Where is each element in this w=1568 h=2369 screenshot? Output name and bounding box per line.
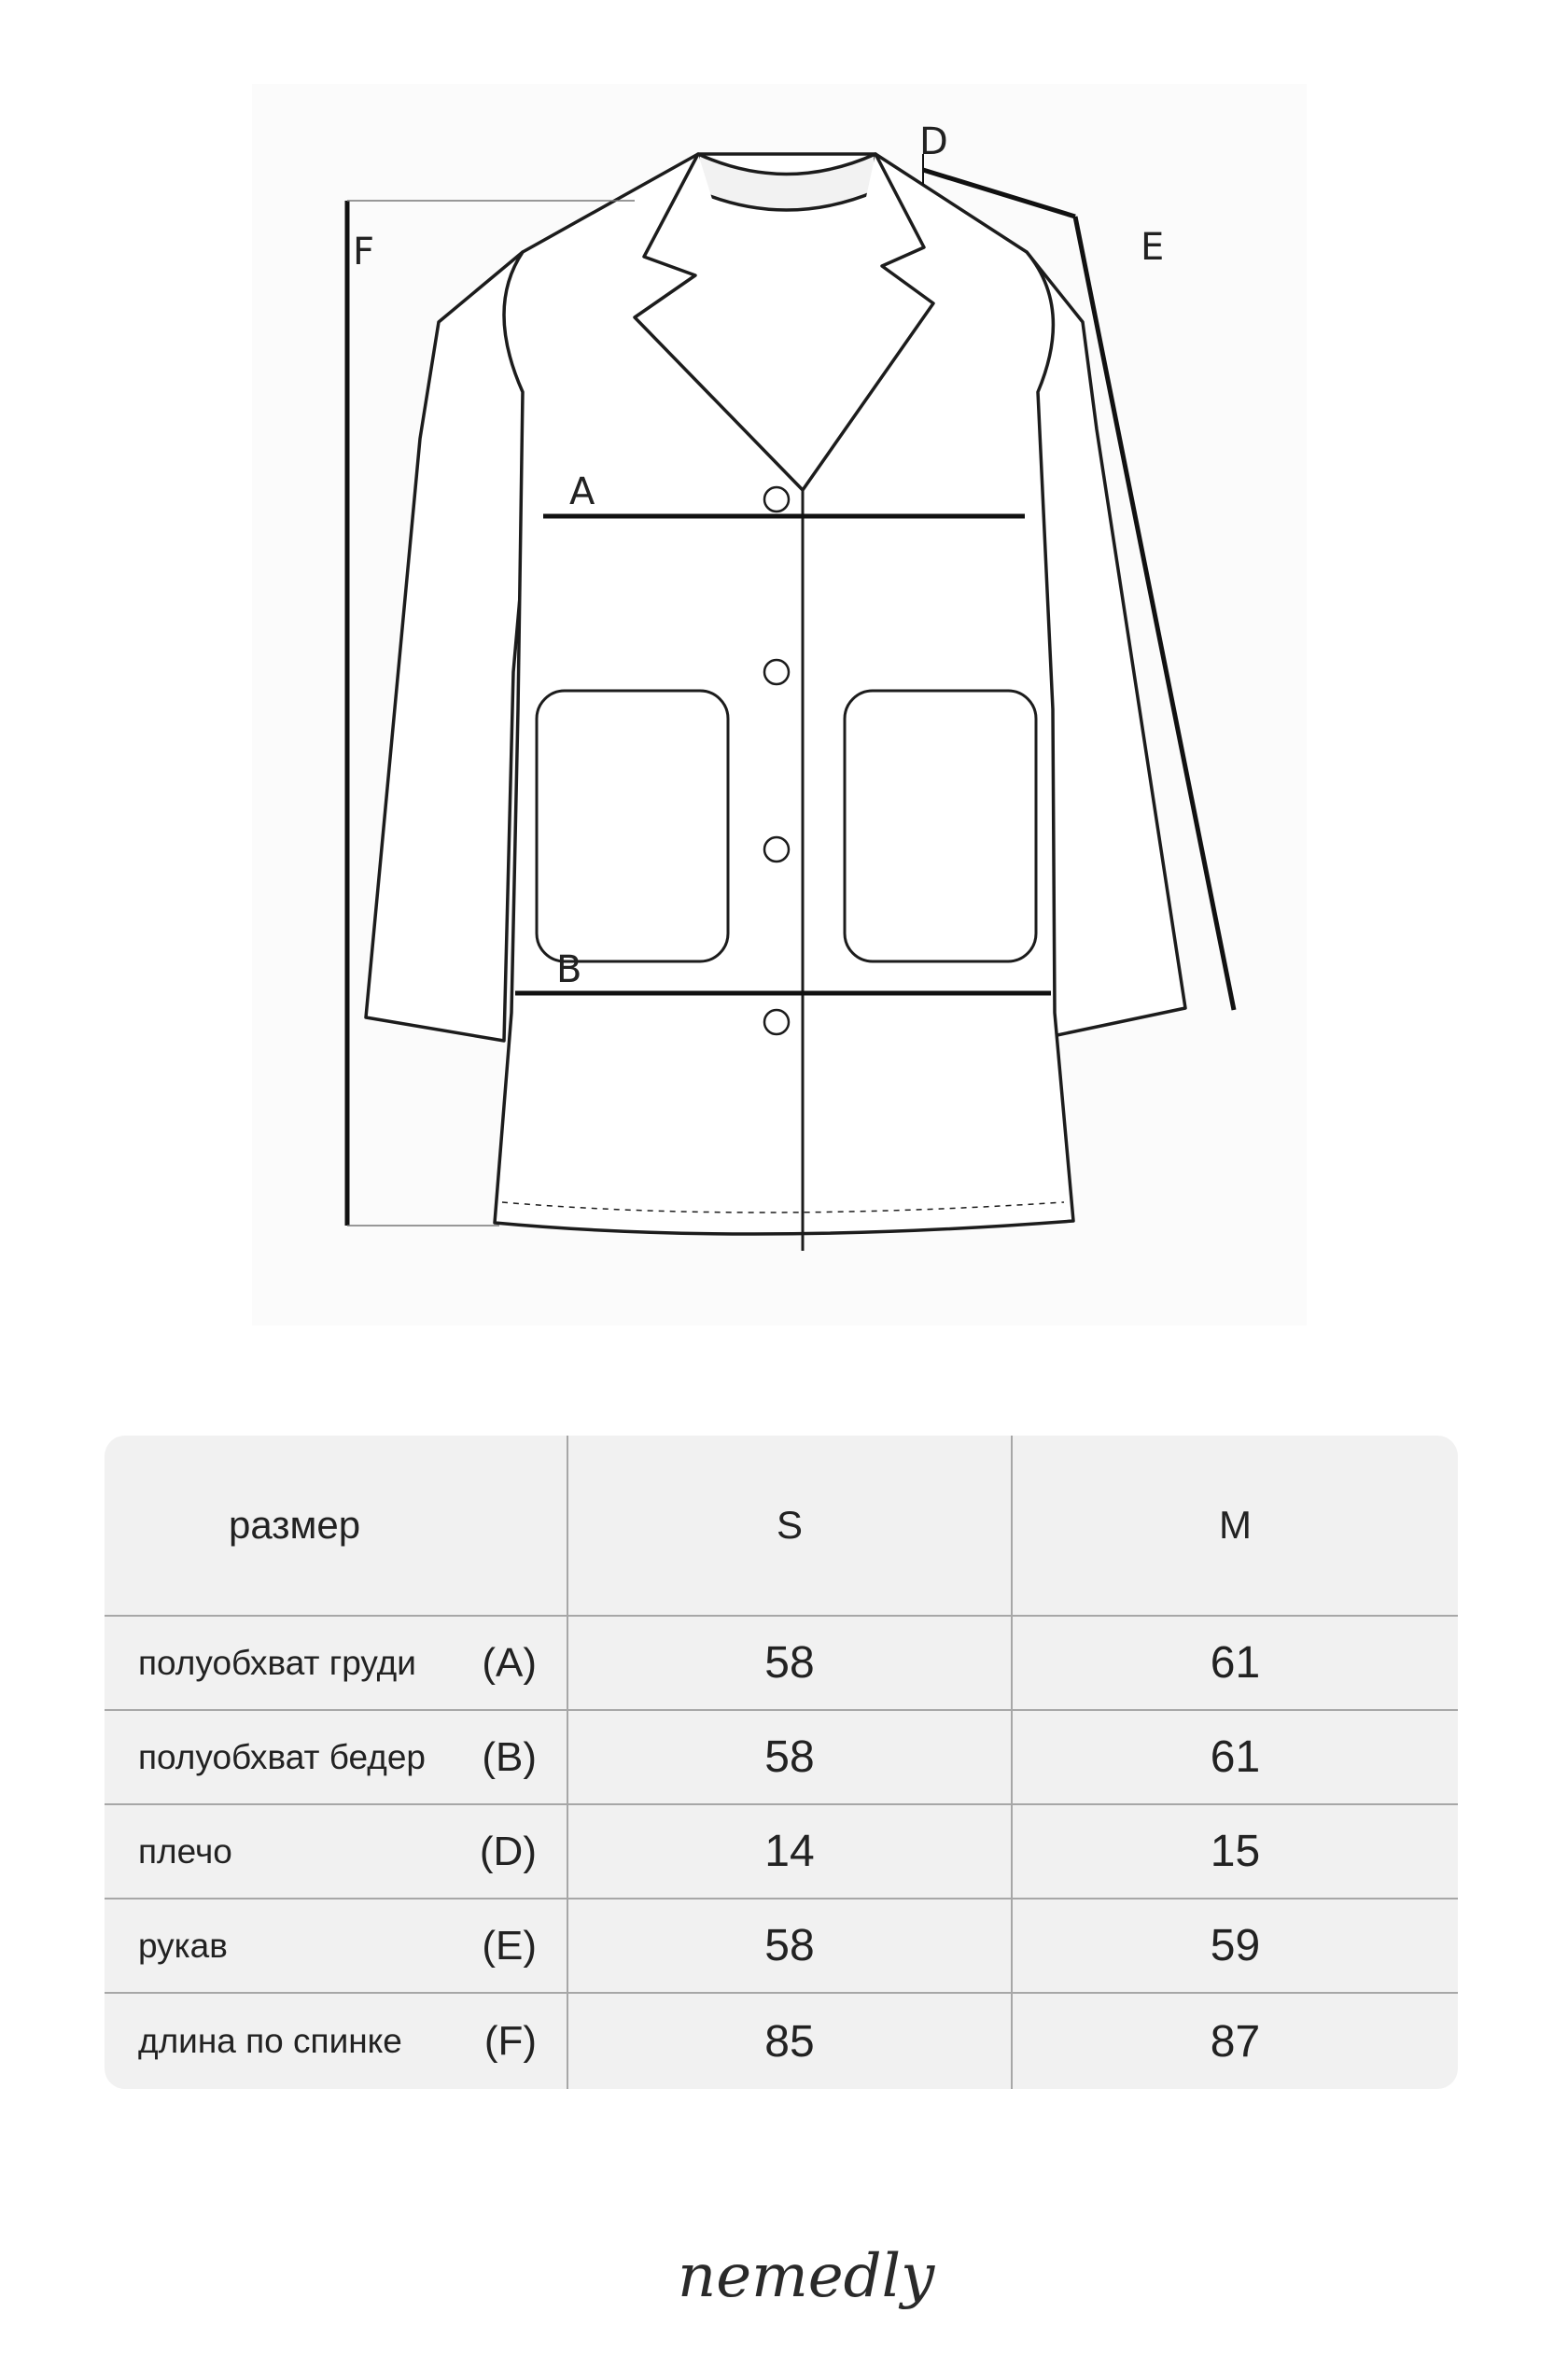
label-d: D bbox=[919, 120, 948, 163]
param-code: (B) bbox=[482, 1733, 537, 1780]
button bbox=[764, 1010, 789, 1034]
param-code: (A) bbox=[482, 1639, 537, 1686]
label-f: F bbox=[353, 231, 375, 273]
param-code: (E) bbox=[482, 1922, 537, 1969]
size-chart-table bbox=[105, 1436, 1458, 2089]
row-back-length-label bbox=[105, 1994, 568, 2089]
table-header-label: размер bbox=[105, 1436, 568, 1617]
param-code: (D) bbox=[479, 1828, 537, 1874]
row-sleeve-m: 59 bbox=[1013, 1899, 1458, 1994]
button bbox=[764, 837, 789, 862]
param-name: полуобхват бедер bbox=[138, 1737, 426, 1776]
row-chest-s: 58 bbox=[568, 1617, 1013, 1711]
right-pocket bbox=[845, 691, 1036, 961]
param-name: плечо bbox=[138, 1831, 232, 1871]
row-back-length-m: 87 bbox=[1210, 2016, 1261, 2067]
row-shoulder-label bbox=[105, 1805, 568, 1899]
row-shoulder-m: 15 bbox=[1013, 1805, 1458, 1899]
row-sleeve-s: 58 bbox=[568, 1899, 1013, 1994]
left-pocket bbox=[537, 691, 728, 961]
row-hips-label bbox=[105, 1711, 568, 1805]
param-code: (F) bbox=[483, 2018, 537, 2064]
brand-logo bbox=[672, 2222, 935, 2343]
param-name: длина по спинке bbox=[138, 2022, 402, 2060]
row-back-length-s: 85 bbox=[568, 1994, 1013, 2089]
row-hips-s: 58 bbox=[568, 1711, 1013, 1805]
button bbox=[764, 660, 789, 684]
label-b: B bbox=[556, 948, 582, 991]
button bbox=[764, 487, 789, 512]
brand-name: nemedly bbox=[678, 2242, 935, 2311]
table-header-size-m: M bbox=[1013, 1436, 1458, 1617]
label-e: E bbox=[1141, 226, 1165, 269]
param-name: полуобхват груди bbox=[138, 1643, 416, 1682]
table-header-size-s: S bbox=[568, 1436, 1013, 1617]
row-shoulder-s: 14 bbox=[568, 1805, 1013, 1899]
row-chest-label bbox=[105, 1617, 568, 1711]
row-chest-m: 61 bbox=[1013, 1617, 1458, 1711]
row-hips-m: 61 bbox=[1013, 1711, 1458, 1805]
row-sleeve-label bbox=[105, 1899, 568, 1994]
param-name: рукав bbox=[138, 1926, 228, 1965]
label-a: A bbox=[569, 470, 595, 513]
